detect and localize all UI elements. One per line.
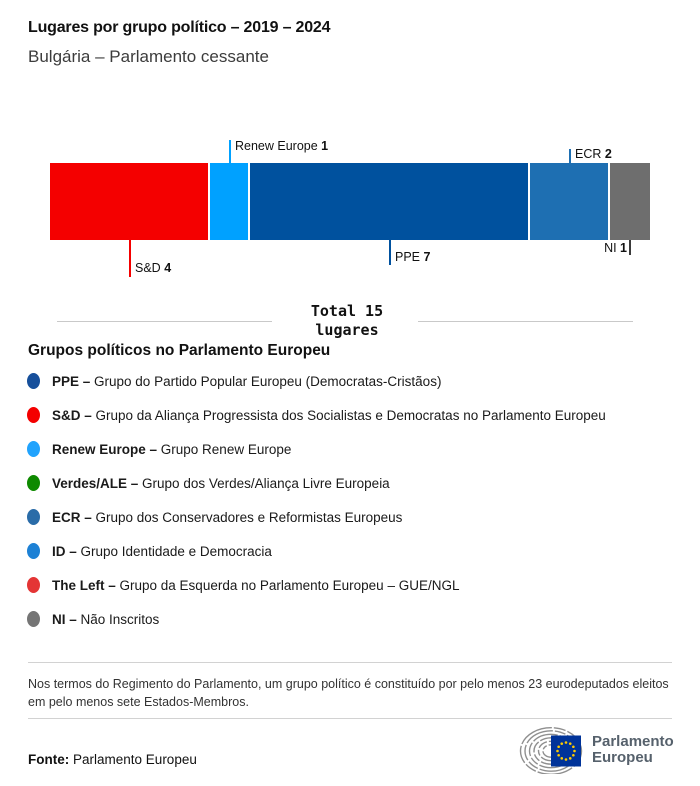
callout-label-ecr [575, 147, 612, 161]
legend-group-description: Grupo dos Verdes/Aliança Livre Europeia [138, 475, 390, 491]
source-value: Parlamento Europeu [73, 752, 197, 767]
bar-segment-s-d[interactable] [50, 163, 208, 240]
legend-group-description: Grupo da Aliança Progressista dos Socialistas e Democratas no Parlamento Europeu [91, 407, 606, 423]
legend-dot-the-left-icon [27, 577, 40, 593]
callout-label-ni [604, 241, 627, 255]
legend-item-ppe [20, 364, 684, 398]
legend-item-verdes-ale [20, 466, 684, 500]
legend-group-description: Não Inscritos [76, 611, 160, 627]
callout-line-ecr [569, 149, 571, 163]
callout-seat-count: 7 [423, 250, 431, 264]
legend-item-ni [20, 602, 684, 636]
legend-group-description: Grupo do Partido Popular Europeu (Democratas-Cristãos) [90, 373, 442, 389]
legend-dot-ppe-icon [27, 373, 40, 389]
eu-flag-icon [551, 736, 581, 767]
callout-line-ppe [389, 240, 391, 265]
callout-group-name: Renew Europe [235, 139, 322, 153]
callout-group-name: S&D [135, 261, 165, 275]
legend-item-text [52, 544, 272, 559]
callout-line-renew-europe [229, 140, 231, 163]
legend-group-abbr: ECR – [52, 509, 92, 525]
callout-seat-count: 4 [164, 261, 172, 275]
total-caption-line2: lugares [315, 321, 379, 339]
legend-item-renew-europe [20, 432, 684, 466]
bar-segment-ppe[interactable] [250, 163, 528, 240]
callout-seat-count: 2 [604, 147, 612, 161]
legend-dot-ecr-icon [27, 509, 40, 525]
footnote: Nos termos do Regimento do Parlamento, um grupo político é constituído por pelo menos 23 eurodeputados eleitos em pelo menos sete Estados-Membros. [28, 677, 669, 709]
page-title: Lugares por grupo político – 2019 – 2024 [28, 19, 331, 36]
ep-logo-wordmark-line1: Parlamento [592, 733, 674, 750]
callout-label-s-d [135, 261, 171, 275]
legend-dot-s-d-icon [27, 407, 40, 423]
callout-line-s-d [129, 240, 131, 277]
legend-item-s-d [20, 398, 684, 432]
legend-group-description: Grupo dos Conservadores e Reformistas Europeus [91, 509, 403, 525]
callout-line-ni [629, 240, 631, 255]
legend-group-description: Grupo da Esquerda no Parlamento Europeu – GUE/NGL [115, 577, 460, 593]
source-label: Fonte: [28, 752, 70, 767]
legend-group-abbr: Renew Europe – [52, 441, 158, 457]
ep-logo [518, 726, 674, 774]
callout-seat-count: 1 [321, 139, 329, 153]
callout-label-renew-europe [235, 139, 328, 153]
callout-group-name: PPE [395, 250, 424, 264]
legend-group-description: Grupo Identidade e Democracia [76, 543, 272, 559]
footnote-divider-bottom [28, 718, 672, 719]
ep-hemicycle-logo-icon [518, 726, 586, 774]
callout-seat-count: 1 [620, 241, 627, 255]
legend-item-text [52, 408, 606, 423]
legend-group-abbr: The Left – [52, 577, 116, 593]
legend-group-abbr: ID – [52, 543, 77, 559]
bar-segment-ni[interactable] [610, 163, 650, 240]
callout-group-name: NI [604, 241, 621, 255]
total-caption-line1: Total 15 [310, 302, 384, 320]
legend-group-abbr: PPE – [52, 373, 91, 389]
legend-dot-verdes-ale-icon [27, 475, 40, 491]
bar-segment-renew-europe[interactable] [210, 163, 248, 240]
total-caption [274, 302, 420, 340]
legend-item-text [52, 442, 291, 457]
legend-heading: Grupos políticos no Parlamento Europeu [28, 342, 331, 359]
legend-item-id [20, 534, 684, 568]
legend-group-description: Grupo Renew Europe [157, 441, 292, 457]
legend-item-text [52, 476, 390, 491]
legend-item-text [52, 374, 441, 389]
legend-item-text [52, 510, 402, 525]
seats-bar [50, 163, 650, 240]
total-divider-right [418, 321, 633, 322]
legend-item-the-left [20, 568, 684, 602]
page-subtitle: Bulgária – Parlamento cessante [28, 47, 269, 66]
legend-group-abbr: NI – [52, 611, 77, 627]
legend-dot-id-icon [27, 543, 40, 559]
footnote-divider-top [28, 662, 672, 663]
legend-group-abbr: Verdes/ALE – [52, 475, 139, 491]
legend-list [20, 364, 684, 636]
bar-segment-ecr[interactable] [530, 163, 608, 240]
legend-item-text [52, 612, 159, 627]
source [28, 752, 197, 767]
legend-dot-renew-europe-icon [27, 441, 40, 457]
legend-dot-ni-icon [27, 611, 40, 627]
legend-group-abbr: S&D – [52, 407, 92, 423]
callout-label-ppe [395, 250, 430, 264]
callout-group-name: ECR [575, 147, 605, 161]
ep-logo-wordmark [592, 734, 674, 766]
ep-logo-wordmark-line2: Europeu [592, 749, 653, 766]
legend-item-ecr [20, 500, 684, 534]
total-divider-left [57, 321, 272, 322]
legend-item-text [52, 578, 459, 593]
